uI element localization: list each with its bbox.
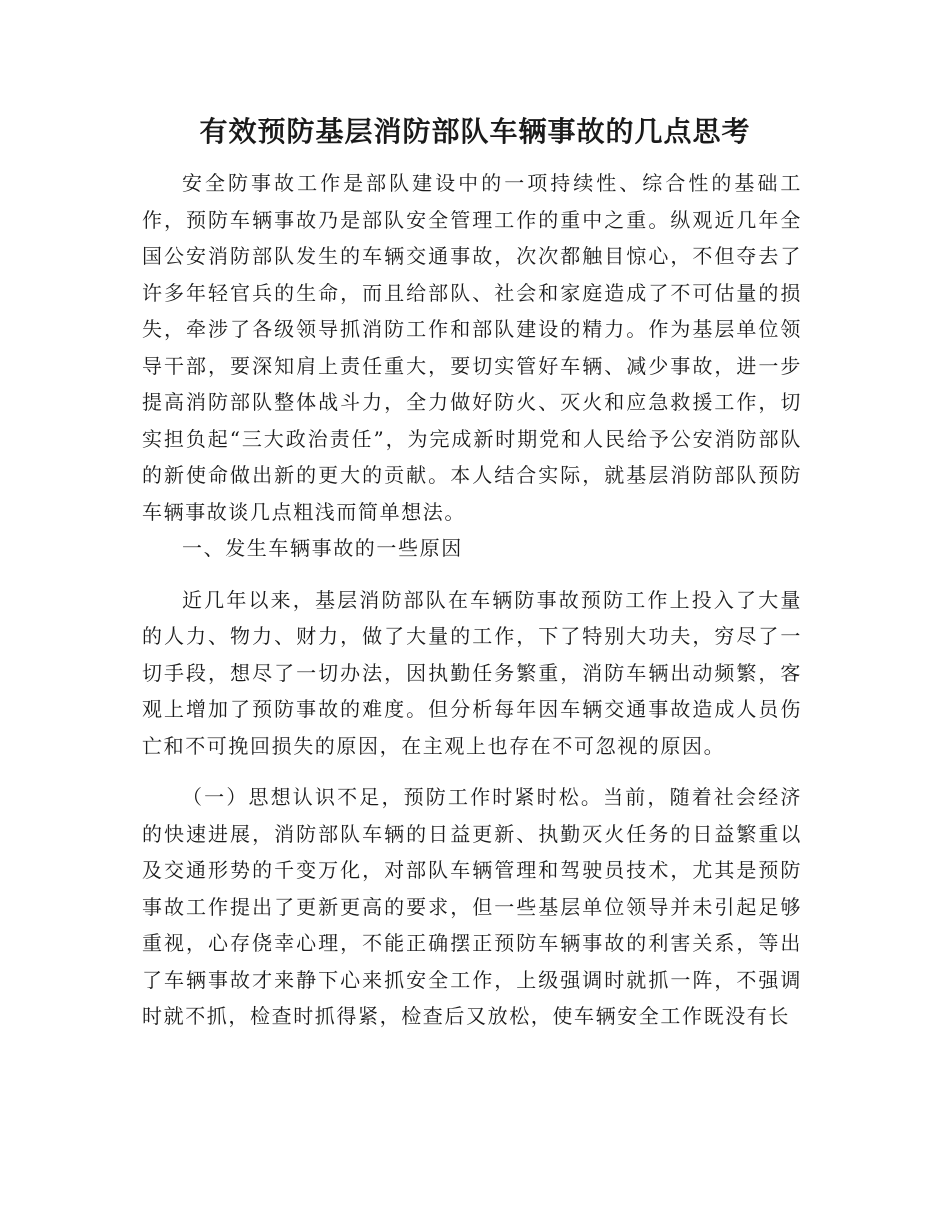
paragraph-intro: 安全防事故工作是部队建设中的一项持续性、综合性的基础工作，预防车辆事故乃是部队安全管理工作的重中之重。纵观近几年全国公安消防部队发生的车辆交通事故，次次都触目惊心，不但夺去了许多年轻官兵的生命，而且给部队、社会和家庭造成了不可估量的损失，牵涉了各级领导抓消防工作和部队建设的精力。作为基层单位领导干部，要深知肩上责任重大，要切实管好车辆、减少事故，进一步提高消防部队整体战斗力，全力做好防火、灭火和应急救援工作，切实担负起“三大政治责任”，为完成新时期党和人民给予公安消防部队的新使命做出新的更大的贡献。本人结合实际，就基层消防部队预防车辆事故谈几点粗浅而简单想法。 <box>142 171 802 524</box>
paragraph-subsection-1: （一）思想认识不足，预防工作时紧时松。当前，随着社会经济的快速进展，消防部队车辆的日益更新、执勤灭火任务的日益繁重以及交通形势的千变万化，对部队车辆管理和驾驶员技术，尤其是预防事故工作提出了更新更高的要求，但一些基层单位领导并未引起足够重视，心存侥幸心理，不能正确摆正预防车辆事故的利害关系，等出了车辆事故才来静下心来抓安全工作，上级强调时就抓一阵，不强调时就不抓，检查时抓得紧，检查后又放松，使车辆安全工作既没有长 <box>142 785 802 1028</box>
section-heading: 一、发生车辆事故的一些原因 <box>182 536 463 560</box>
paragraph-causes: 近几年以来，基层消防部队在车辆防事故预防工作上投入了大量的人力、物力、财力，做了大量的工作，下了特别大功夫，穷尽了一切手段，想尽了一切办法，因执勤任务繁重，消防车辆出动频繁，客观上增加了预防事故的难度。但分析每年因车辆交通事故造成人员伤亡和不可挽回损失的原因，在主观上也存在不可忽视的原因。 <box>142 587 802 758</box>
document-title: 有效预防基层消防部队车辆事故的几点思考 <box>199 115 751 148</box>
document-body <box>142 165 802 1035</box>
